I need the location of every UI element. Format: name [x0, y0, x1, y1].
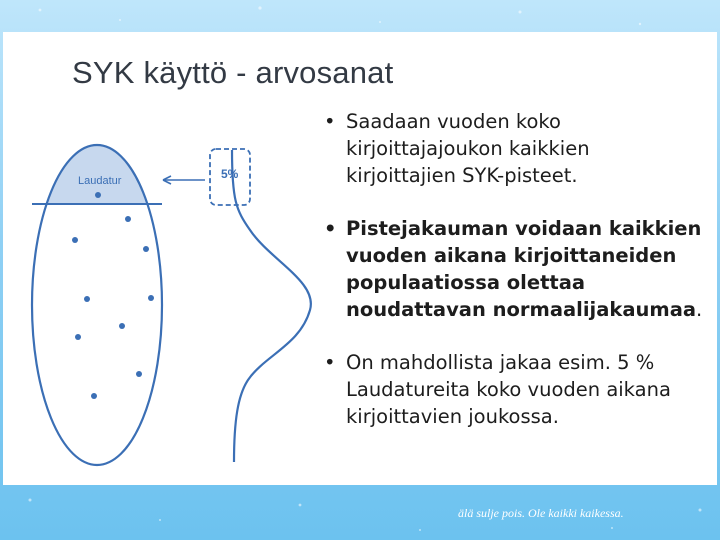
student-dot [72, 237, 78, 243]
bullet-item-2 [324, 215, 704, 323]
normal-distribution-curve [232, 150, 311, 462]
bullet-item-3 [324, 349, 704, 430]
bullet-list [324, 108, 704, 430]
bullet-text-1: Saadaan vuoden koko kirjoittajajoukon kaikkien kirjoittajien SYK-pisteet. [346, 110, 590, 187]
slide-title: SYK käyttö - arvosanat [72, 55, 394, 90]
student-dot [84, 296, 90, 302]
student-dot [91, 393, 97, 399]
laudatur-label: Laudatur [78, 175, 122, 187]
bullet-dot-icon: • [324, 217, 337, 240]
bullet-dot-icon: • [324, 351, 336, 374]
student-dot [148, 295, 154, 301]
student-dot [119, 323, 125, 329]
percent-label: 5% [221, 167, 239, 181]
student-dot [143, 246, 149, 252]
bullet-item-1 [324, 108, 704, 189]
bullet-text-2: Pistejakauman voidaan kaikkien vuoden aikana kirjoittaneiden populaatiossa olettaa noudattavan normaalijakaumaa [346, 217, 702, 321]
bullet-text-3: On mahdollista jakaa esim. 5 % Laudatureita koko vuoden aikana kirjoittavien joukossa. [346, 351, 671, 428]
student-dot [75, 334, 81, 340]
bullet-text-2-tail: . [696, 298, 703, 321]
bullet-dot-icon: • [324, 110, 336, 133]
student-dot [136, 371, 142, 377]
student-dot [125, 216, 131, 222]
student-dots [72, 192, 154, 399]
student-dot [95, 192, 101, 198]
footer-note: älä sulje pois. Ole kaikki kaikessa. [458, 506, 624, 520]
